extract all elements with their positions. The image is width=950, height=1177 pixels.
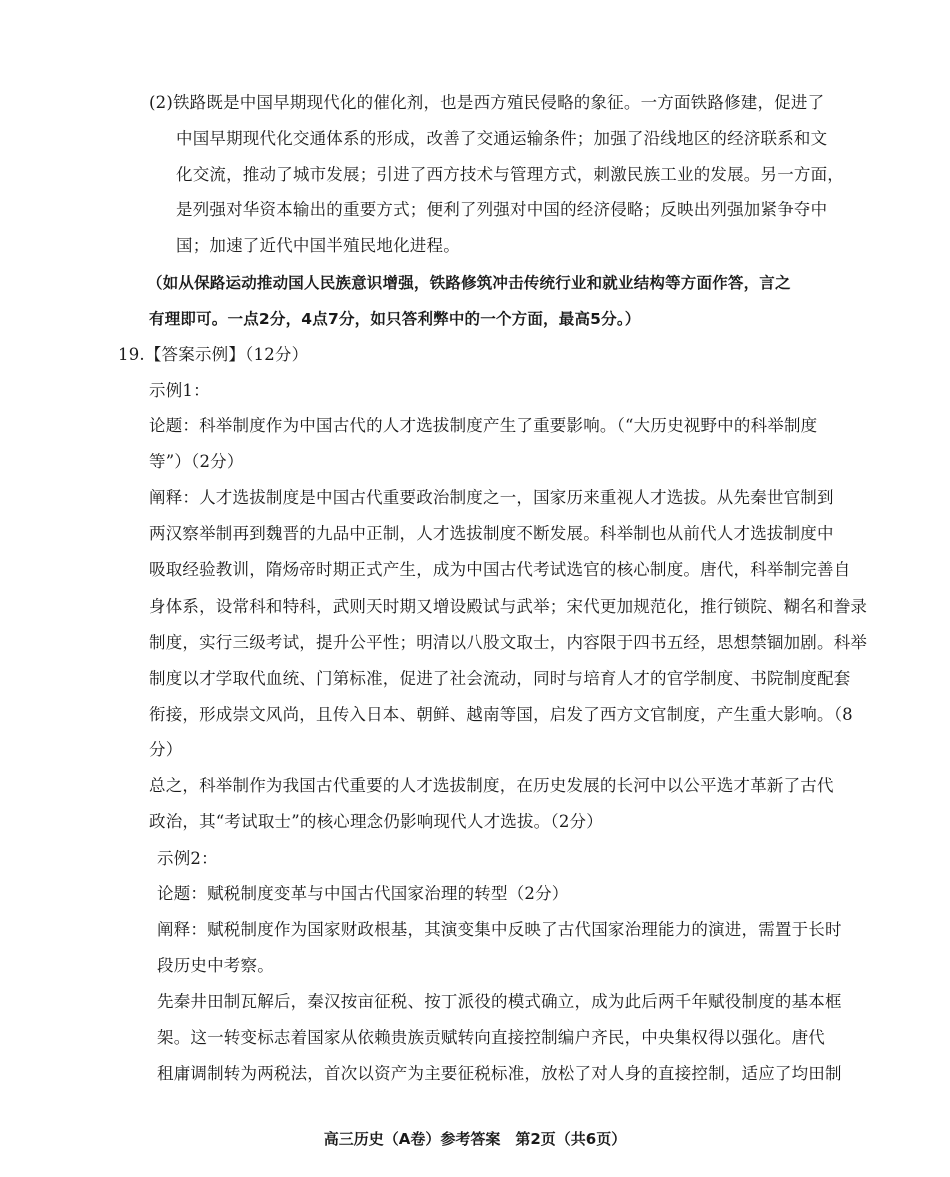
q18-part2-line: 中国早期现代化交通体系的形成，改善了交通运输条件；加强了沿线地区的经济联系和文 [176,129,828,148]
q18-part2-line: 国；加速了近代中国半殖民地化进程。 [176,236,460,255]
example1-line: 吸取经验教训，隋炀帝时期正式产生，成为中国古代考试选官的核心制度。唐代，科举制完善自 [149,560,851,579]
example2-line: 租庸调制转为两税法，首次以资产为主要征税标准，放松了对人身的直接控制，适应了均田制 [157,1064,842,1083]
example2-label: 示例2： [157,849,218,868]
example1-line: 衔接，形成崇文风尚，且传入日本、朝鲜、越南等国，启发了西方文官制度，产生重大影响。（8 [149,705,853,724]
example1-line: 两汉察举制再到魏晋的九品中正制，人才选拔制度不断发展。科举制也从前代人才选拔制度中 [149,524,834,543]
page-footer: 高三历史（A卷）参考答案 第2页（共6页） [323,1130,627,1148]
example2-line: 先秦井田制瓦解后，秦汉按亩征税、按丁派役的模式确立，成为此后两千年赋役制度的基本框 [157,992,842,1011]
example1-line: 政治，其“考试取士”的核心理念仍影响现代人才选拔。（2分） [149,812,603,831]
example1-line: 制度，实行三级考试，提升公平性；明清以八股文取士，内容限于四书五经，思想禁锢加剧。科举 [149,633,868,652]
q18-part2-line: (2)铁路既是中国早期现代化的催化剂，也是西方殖民侵略的象征。一方面铁路修建，促进了 [149,93,825,112]
q18-scoring-note: 有理即可。一点2分，4点7分，如只答利弊中的一个方面，最高5分。） [149,310,641,328]
example1-line: 制度以才学取代血统、门第标准，促进了社会流动，同时与培育人才的官学制度、书院制度配套 [149,669,851,688]
example2-line: 论题：赋税制度变革与中国古代国家治理的转型（2分） [157,884,569,903]
example1-line: 阐释：人才选拔制度是中国古代重要政治制度之一，国家历来重视人才选拔。从先秦世官制到 [149,488,834,507]
example2-line: 段历史中考察。 [157,956,274,975]
q18-scoring-note: （如从保路运动推动国人民族意识增强，铁路修筑冲击传统行业和就业结构等方面作答，言之 [147,274,791,292]
example1-line: 等”）（2分） [149,452,244,471]
q18-part2-line: 是列强对华资本输出的重要方式；便利了列强对中国的经济侵略；反映出列强加紧争夺中 [176,200,828,219]
example1-line: 总之，科举制作为我国古代重要的人才选拔制度，在历史发展的长河中以公平选才革新了古代 [149,776,834,795]
q18-part2-line: 化交流，推动了城市发展；引进了西方技术与管理方式，刺激民族工业的发展。另一方面， [176,165,844,184]
example1-label: 示例1： [149,381,210,400]
example1-line: 分） [149,740,183,759]
q19-header: 19.【答案示例】（12分） [118,345,309,364]
example2-line: 架。这一转变标志着国家从依赖贵族贡赋转向直接控制编户齐民，中央集权得以强化。唐代 [157,1028,825,1047]
example1-line: 论题：科举制度作为中国古代的人才选拔制度产生了重要影响。（“大历史视野中的科举制度 [149,416,818,435]
example2-line: 阐释：赋税制度作为国家财政根基，其演变集中反映了古代国家治理能力的演进，需置于长时 [157,920,842,939]
example1-line: 身体系，设常科和特科，武则天时期又增设殿试与武举；宋代更加规范化，推行锁院、糊名和誊录 [149,597,868,616]
